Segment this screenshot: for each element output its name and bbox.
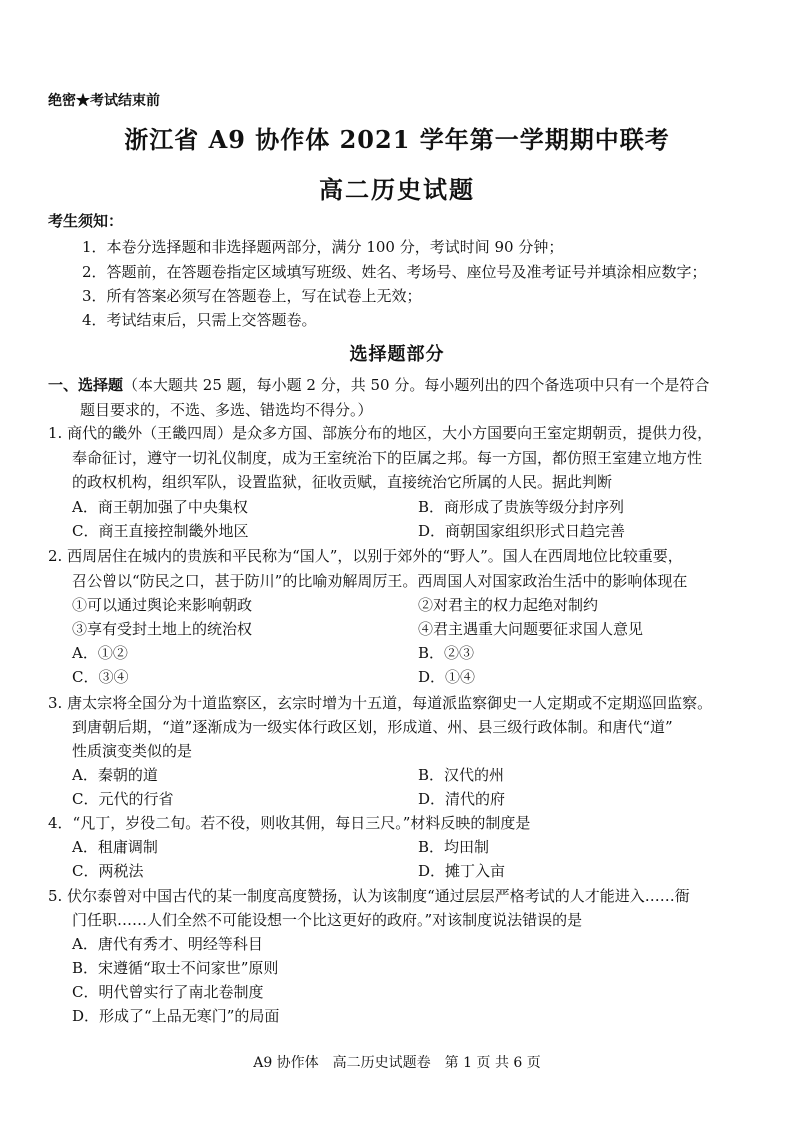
notice-item-3: 3．所有答案必须写在答题卷上，写在试卷上无效；: [82, 287, 422, 305]
exam-title: 浙江省 A9 协作体 2021 学年第一学期期中联考: [124, 125, 670, 154]
part-one-label: 一、选择题: [48, 376, 124, 394]
question-3-stem-1: 3. 唐太宗将全国分为十道监察区，玄宗时增为十五道，每道派监察御史一人定期或不定期巡回监察。: [48, 694, 713, 712]
notice-item-2: 2．答题前，在答题卷指定区域填写班级、姓名、考场号、座位号及准考证号并填涂相应数字；: [82, 263, 707, 281]
part-one-intro: [48, 374, 709, 395]
question-2-option-c: C．③④: [72, 668, 129, 686]
page-footer: A9 协作体 高二历史试题卷 第 1 页 共 6 页: [253, 1055, 541, 1071]
question-3-option-c: C．元代的行省: [72, 790, 174, 808]
question-3-stem-2: 到唐朝后期，“道”逐渐成为一级实体行政区划，形成道、州、县三级行政体制。和唐代“道”: [72, 718, 673, 736]
question-3-stem-3: 性质演变类似的是: [72, 742, 193, 760]
question-1-option-b: B．商形成了贵族等级分封序列: [418, 498, 625, 516]
question-3-option-a: A．秦朝的道: [72, 766, 158, 784]
part-one-intro-text: （本大题共 25 题，每小题 2 分，共 50 分。每小题列出的四个备选项中只有一个是符合: [123, 376, 710, 394]
notice-heading: 考生须知：: [48, 212, 124, 230]
question-2-stem-1: 2. 西周居住在城内的贵族和平民称为“国人”，以别于郊外的“野人”。国人在西周地位比较重要，: [48, 547, 683, 565]
question-1-stem-3: 的政权机构，组织军队，设置监狱，征收贡赋，直接统治它所属的人民。据此判断: [72, 473, 613, 491]
question-2-option-b: B．②③: [418, 644, 475, 662]
question-5-option-a: A．唐代有秀才、明经等科目: [72, 935, 263, 953]
question-4-option-d: D．摊丁入亩: [418, 862, 506, 880]
question-1-option-d: D．商朝国家组织形式日趋完善: [418, 522, 626, 540]
question-2-stem-2: 召公曾以“防民之口，甚于防川”的比喻劝解周厉王。西周国人对国家政治生活中的影响体现在: [72, 572, 688, 590]
question-5-stem-1: 5. 伏尔泰曾对中国古代的某一制度高度赞扬，认为该制度“通过层层严格考试的人才能进入……衙: [48, 887, 690, 905]
question-5-option-b: B．宋遵循“取士不问家世”原则: [72, 959, 279, 977]
question-1-stem-2: 奉命征讨，遵守一切礼仪制度，成为王室统治下的臣属之邦。每一方国，都仿照王室建立地方性: [72, 449, 703, 467]
question-2-option-a: A．①②: [72, 644, 128, 662]
question-2-statement-4: ④君主遇重大问题要征求国人意见: [418, 620, 644, 638]
question-4-option-c: C．两税法: [72, 862, 144, 880]
notice-item-1: 1．本卷分选择题和非选择题两部分，满分 100 分，考试时间 90 分钟；: [82, 238, 564, 256]
question-5-stem-2: 门任职……人们全然不可能设想一个比这更好的政府。”对该制度说法错误的是: [72, 911, 583, 929]
part-one-intro-2: 题目要求的，不选、多选、错选均不得分。）: [80, 401, 373, 419]
question-2-statement-3: ③享有受封土地上的统治权: [72, 620, 253, 638]
question-5-option-c: C．明代曾实行了南北卷制度: [72, 983, 264, 1001]
question-4-option-a: A．租庸调制: [72, 838, 158, 856]
question-2-statement-2: ②对君主的权力起绝对制约: [418, 596, 599, 614]
question-2-option-d: D．①④: [418, 668, 476, 686]
question-1-option-c: C．商王直接控制畿外地区: [72, 522, 249, 540]
question-1-stem-1: 1. 商代的畿外（王畿四周）是众多方国、部族分布的地区，大小方国要向王室定期朝贡，提供力役，: [48, 424, 713, 442]
question-3-option-d: D．清代的府: [418, 790, 506, 808]
notice-item-4: 4．考试结束后，只需上交答题卷。: [82, 311, 317, 329]
secret-mark: 绝密★考试结束前: [48, 93, 160, 109]
question-2-statement-1: ①可以通过舆论来影响朝政: [72, 596, 253, 614]
question-4-stem-1: 4．“凡丁，岁役二旬。若不役，则收其佣，每日三尺。”材料反映的制度是: [48, 814, 531, 832]
section-title: 选择题部分: [349, 344, 445, 365]
exam-subtitle: 高二历史试题: [319, 175, 475, 204]
question-4-option-b: B．均田制: [418, 838, 490, 856]
question-1-option-a: A．商王朝加强了中央集权: [72, 498, 248, 516]
question-3-option-b: B．汉代的州: [418, 766, 505, 784]
question-5-option-d: D．形成了“上品无寒门”的局面: [72, 1007, 280, 1025]
